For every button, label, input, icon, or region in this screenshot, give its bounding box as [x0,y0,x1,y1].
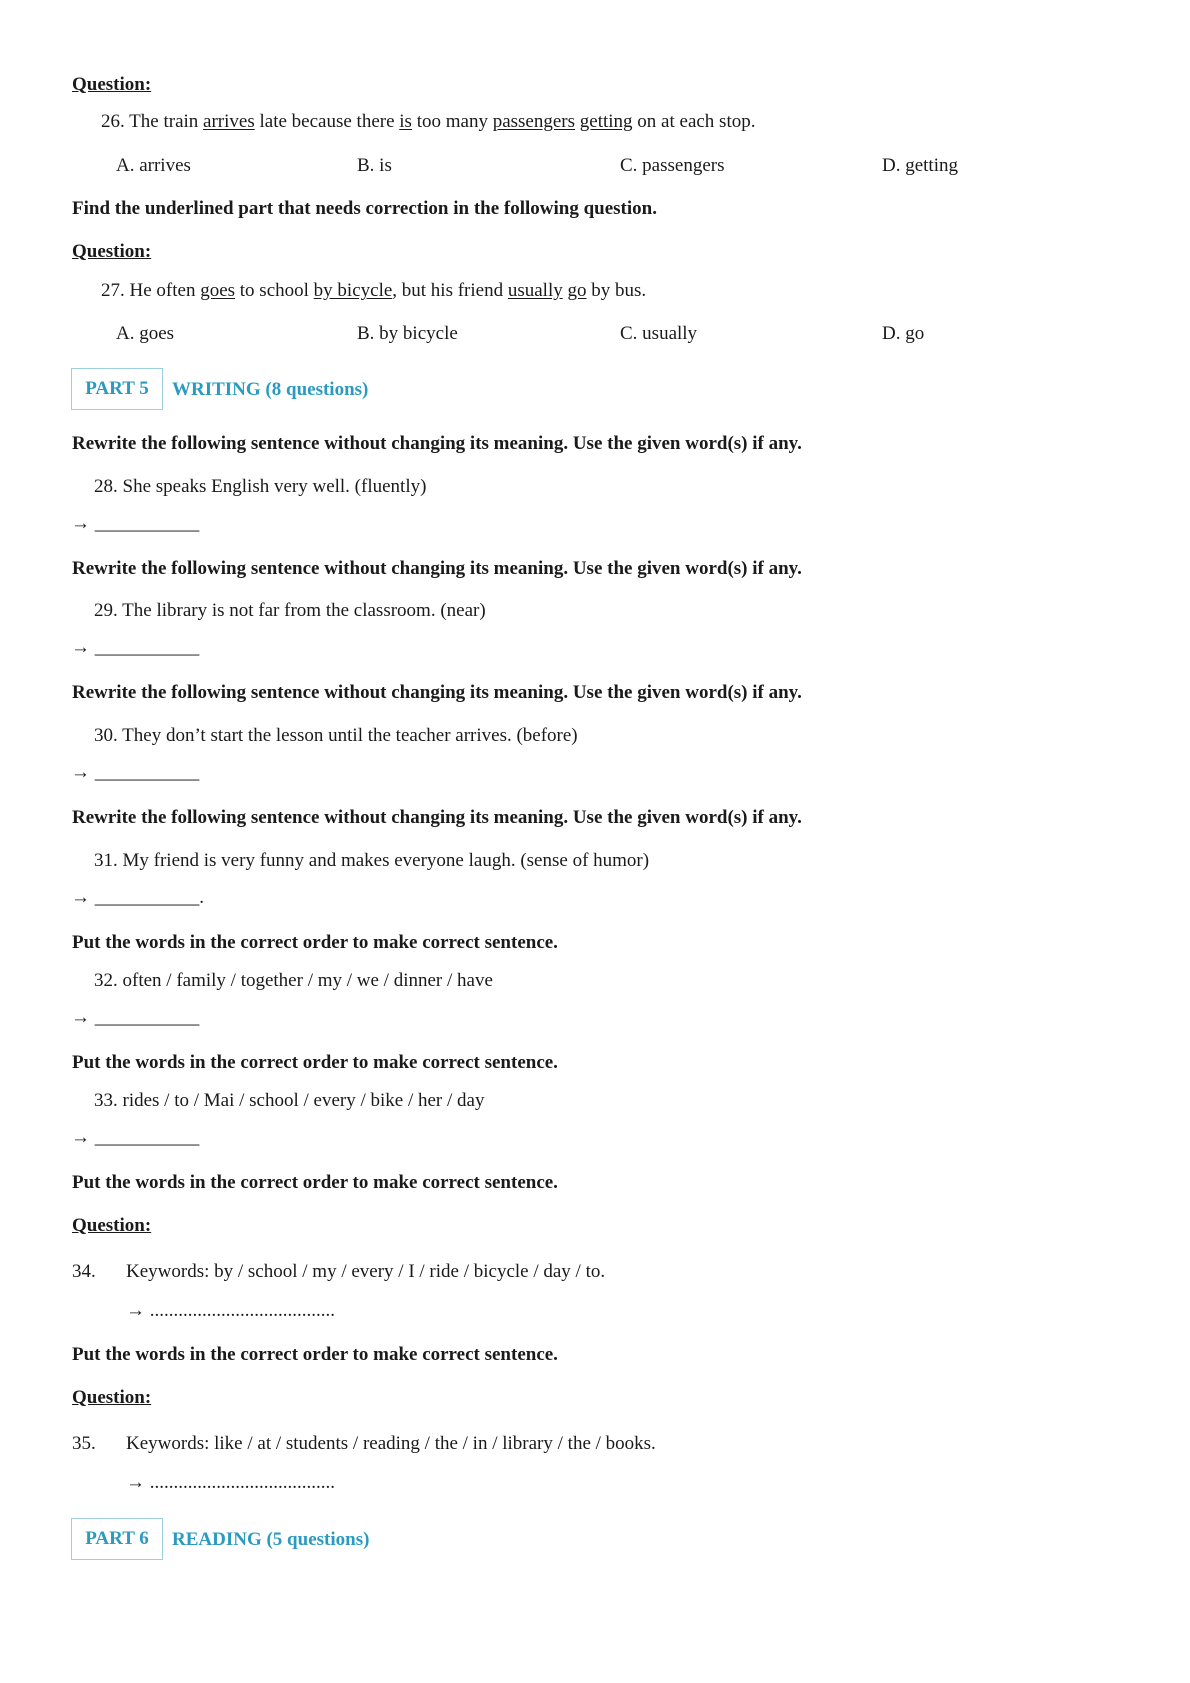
answer-blank[interactable]: ___________ [94,762,200,783]
instruction: Find the underlined part that needs correction in the following question. [72,198,657,219]
question-34-text: Keywords: by / school / my / every / I / ride / bicycle / day / to. [126,1261,606,1282]
question-label: Question: [72,1387,152,1408]
instruction: Put the words in the correct order to make correct sentence. [72,1344,558,1365]
underlined-option-c: passengers [492,111,576,132]
instruction: Put the words in the correct order to make correct sentence. [72,1052,558,1073]
option-c[interactable]: C. passengers [620,155,725,176]
question-label: Question: [72,74,152,95]
question-number: 35. [72,1433,96,1454]
answer-line[interactable] [71,762,199,784]
arrow-icon: → [71,1007,90,1028]
underlined-option-a: arrives [203,111,255,132]
instruction: Rewrite the following sentence without changing its meaning. Use the given word(s) if any. [72,558,802,579]
answer-dots[interactable]: ....................................... [149,1300,335,1321]
option-b[interactable]: B. by bicycle [357,323,458,344]
underlined-option-c: usually [507,280,563,301]
option-c[interactable]: C. usually [620,323,698,344]
answer-line[interactable] [71,637,199,659]
option-a[interactable]: A. arrives [116,155,191,176]
question-35-text: Keywords: like / at / students / reading / the / in / library / the / books. [126,1433,656,1454]
question-32-text: 32. often / family / together / my / we / dinner / have [94,970,493,991]
question-29-text: 29. The library is not far from the classroom. (near) [94,600,486,621]
instruction: Rewrite the following sentence without changing its meaning. Use the given word(s) if any. [72,433,802,454]
answer-line[interactable] [126,1472,335,1494]
arrow-icon: → [126,1300,145,1321]
underlined-option-d: go [567,280,587,301]
arrow-icon: → [126,1472,145,1493]
question-label: Question: [72,241,152,262]
answer-line[interactable] [71,887,204,909]
part-6-badge: PART 6 [71,1518,163,1560]
instruction: Put the words in the correct order to make correct sentence. [72,1172,558,1193]
question-27-text: 27. He often goes to school by bicycle, but his friend usually go by bus. [101,280,647,301]
answer-blank[interactable]: ___________ [94,637,200,658]
arrow-icon: → [71,887,90,908]
option-b[interactable]: B. is [357,155,392,176]
question-28-text: 28. She speaks English very well. (fluently) [94,476,427,497]
option-d[interactable]: D. go [882,323,925,344]
instruction: Rewrite the following sentence without changing its meaning. Use the given word(s) if any. [72,807,802,828]
question-26-text: 26. The train arrives late because there is too many passengers getting on at each stop. [101,111,756,132]
underlined-option-b: by bicycle [313,280,393,301]
arrow-icon: → [71,762,90,783]
question-label: Question: [72,1215,152,1236]
underlined-option-b: is [399,111,412,132]
answer-dots[interactable]: ....................................... [149,1472,335,1493]
instruction: Put the words in the correct order to make correct sentence. [72,932,558,953]
question-number: 34. [72,1261,96,1282]
answer-blank[interactable]: ___________ [94,1127,200,1148]
question-33-text: 33. rides / to / Mai / school / every / bike / her / day [94,1090,485,1111]
arrow-icon: → [71,513,90,534]
answer-blank[interactable]: ___________. [94,887,204,908]
question-31-text: 31. My friend is very funny and makes everyone laugh. (sense of humor) [94,850,650,871]
answer-line[interactable] [71,1007,199,1029]
instruction: Rewrite the following sentence without changing its meaning. Use the given word(s) if any. [72,682,802,703]
answer-line[interactable] [126,1300,335,1322]
part-6-title: READING (5 questions) [172,1529,370,1550]
option-d[interactable]: D. getting [882,155,958,176]
answer-line[interactable] [71,1127,199,1149]
answer-blank[interactable]: ___________ [94,513,200,534]
arrow-icon: → [71,637,90,658]
answer-line[interactable] [71,513,199,535]
answer-blank[interactable]: ___________ [94,1007,200,1028]
arrow-icon: → [71,1127,90,1148]
part-5-badge: PART 5 [71,368,163,410]
underlined-option-a: goes [200,280,236,301]
option-a[interactable]: A. goes [116,323,175,344]
question-number: 26. [101,111,125,132]
underlined-option-d: getting [579,111,633,132]
part-5-title: WRITING (8 questions) [172,379,369,400]
question-30-text: 30. They don’t start the lesson until the teacher arrives. (before) [94,725,578,746]
question-number: 27. [101,280,125,301]
